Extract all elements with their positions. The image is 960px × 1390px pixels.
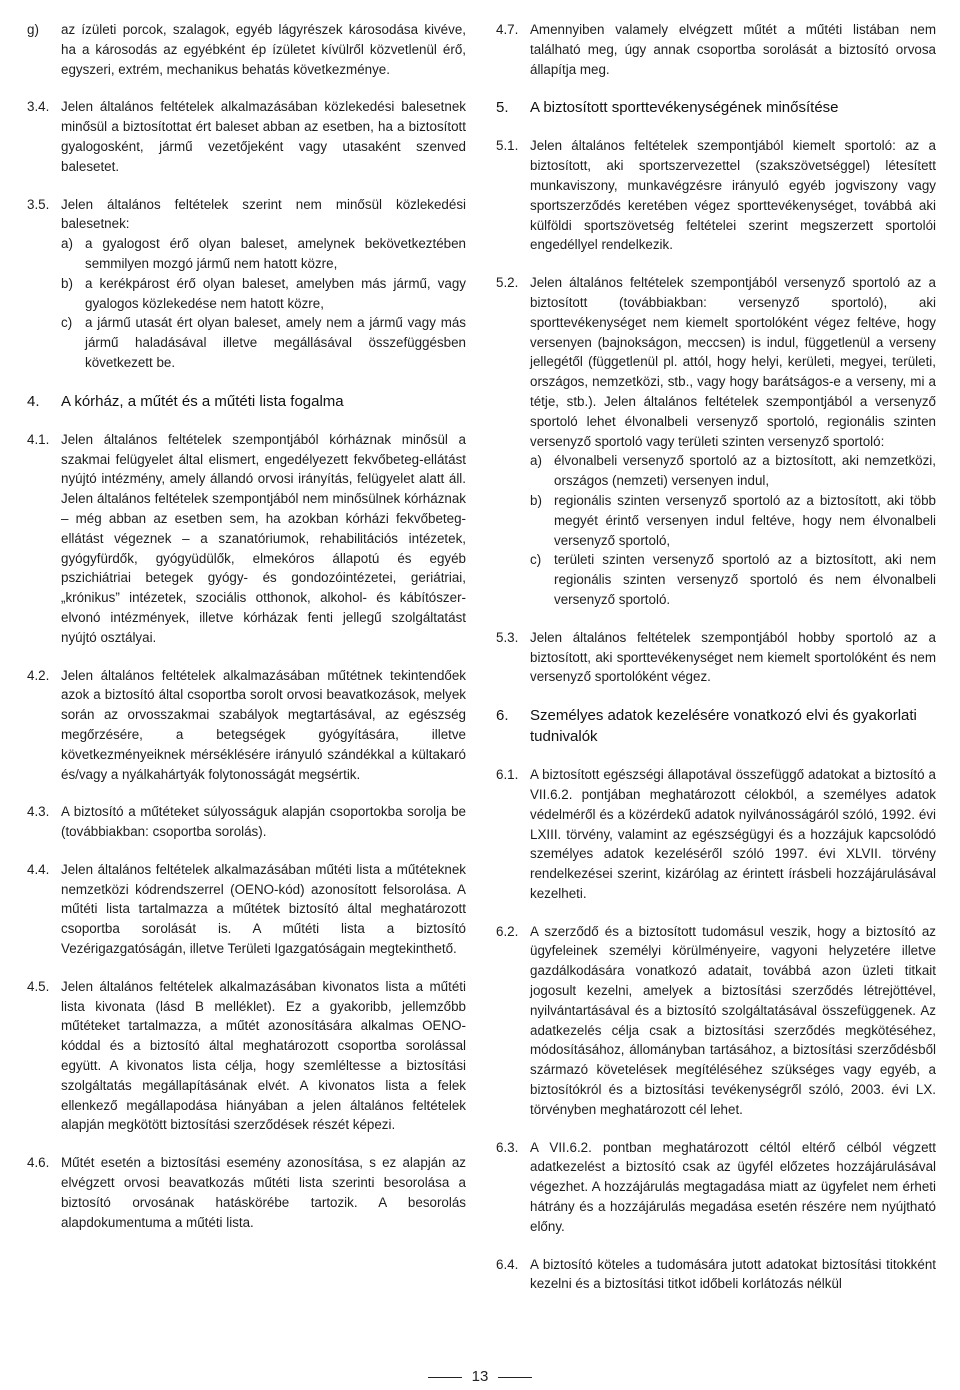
list-item-c [61, 313, 466, 372]
section-text: Jelen általános feltételek alkalmazásában műtétnek tekintendőek azok a biztosító által csoportba sorolt orvosi beavatkozások, melyek során az orvosszakmai szabályok megtartásával, az egészség megőrzésére, a betegségek gyógyítására, illetve következményeiknek mérséklésére irányuló szándékkal a kültakaró és/vagy a nyálkahártyák folytonosságát megsértik. [61, 667, 466, 782]
section-text: Jelen általános feltételek szempontjából kórháznak minősül a szakmai felügyelet által elismert, engedélyezett fekvőbeteg-ellátást nyújtó intézmény, amely állandó orvosi irányítás, felügyelet alatt áll. Jelen általános feltételek szempontjából nem minősülnek kórháznak – még abban az esetben sem, ha azokban kórházi fekvőbeteg-ellátást végeznek – a szanatóriumok, rehabilitációs intézetek, gyógyfürdők, gyógyüdülők, elmekóros állapotú és egyéb pszichiátriai betegek gyógy- és gondozóintézetei, geriátriai, „krónikus” intézetek, szociális otthonok, alkohol- és kábítószer-elvonó intézmények, illetve kórházak fenti jellegű szolgáltatást nyújtó osztályai. [61, 431, 466, 645]
section-number: 3.4. [27, 99, 50, 115]
right-column [496, 20, 936, 1312]
item-text: az ízületi porcok, szalagok, egyéb lágyrészek károsodása kivéve, ha a károsodás az egyébként ép ízületet kívülről közvetlenül érő, egyszeri, extrém, mechanikus behatás következménye. [61, 22, 466, 77]
list-item-c [530, 550, 936, 609]
section-number: 4.2. [27, 667, 50, 683]
item-label: b) [530, 492, 542, 508]
item-text: regionális szinten versenyző sportoló az a biztosított, aki több megyét érintő versenyen indul feltéve, hogy nem élvonalbeli versenyző sportoló, [554, 492, 936, 548]
footer-dash-right [498, 1377, 532, 1378]
section-4-5 [27, 977, 466, 1135]
section-3-4 [27, 97, 466, 176]
heading-section-6 [496, 705, 936, 747]
section-5-2 [496, 273, 936, 610]
section-6-1 [496, 765, 936, 904]
section-6-2 [496, 922, 936, 1120]
section-text: Jelen általános feltételek szempontjából kiemelt sportoló: az a biztosított, aki sportszervezettel (szakszövetséggel) létesített munkaviszony, munkavégzésre irányuló egyéb jogviszony vagy sportszerződés keretében végez sporttevékenységet, továbbá aki külföldi sportszövetség feltételei szerint megszerzett sportolói engedéllyel rendelkezik. [530, 138, 936, 253]
list-item-a [61, 234, 466, 274]
section-text: Jelen általános feltételek alkalmazásában műtéti lista a műtéteknek nemzetközi kódrendszerrel (OENO-kód) azonosított felsorolása. A műtéti lista tartalmazza a műtétek biztosító által meghatározott csoportba sorolását is. A műtéti lista a biztosító Vezérigazgatóságán, illetve Területi Igazgatóságain megtekinthető. [61, 861, 466, 957]
heading-text: A kórház, a műtét és a műtéti lista fogalma [61, 392, 344, 410]
section-text: A biztosított egészségi állapotával összefüggő adatokat a biztosító a VII.6.2. pontjában meghatározott célokból, a személyes adatok védelméről és a közérdekű adatok nyilvánosságáról szóló, 1992. évi LXIII. törvény, valamint az egészségügyi és a hozzájuk kapcsolódó személyes adatok kezeléséről szóló 1997. évi XLVII. törvény rendelkezései szerint, kizárólag az érintett írásbeli hozzájárulásával kezelheti. [530, 767, 936, 901]
section-3-5 [27, 195, 466, 373]
left-column [27, 20, 466, 1250]
item-text: területi szinten versenyző sportoló az a biztosított, aki nem regionális szinten versenyző sportoló és nem élvonalbeli versenyző sportoló. [554, 552, 936, 607]
section-text: A VII.6.2. pontban meghatározott céltól eltérő célból végzett adatkezelést a biztosító csak az ügyfél előzetes hozzájárulásával végezhet. A hozzájárulás megtagadása miatt az ügyfelet nem érheti hátrány és a hozzájárulás megadása esetén részére nem nyújtható előny. [530, 1139, 936, 1234]
section-number: 4.1. [27, 431, 50, 447]
section-4-6 [27, 1153, 466, 1232]
heading-section-4 [27, 391, 466, 412]
heading-text: A biztosított sporttevékenységének minősítése [530, 99, 839, 117]
section-number: 5.2. [496, 275, 519, 291]
section-text: A szerződő és a biztosított tudomásul veszik, hogy a biztosító az ügyfeleinek személyi körülményeire, vagyoni helyzetére illetve gazdálkodására vonatkozó adatait, továbbá azon üzleti titkait jogosult kezelni, amelyek a biztosítási szerződés létrejöttével, nyilvántartásával és a biztosító szolgáltatásával összefüggenek. Az adatkezelés célja csak a biztosítási szerződés megkötéséhez, módosításához, állományban tartásához, a biztosítási szerződésből származó követelések megítéléséhez szükséges vagy egyéb, a biztosítókról és a biztosítási tevékenységről szóló, 2003. évi LX. törvényben meghatározott cél lehet. [530, 923, 936, 1117]
section-body [61, 195, 466, 373]
section-4-4 [27, 860, 466, 959]
item-label: c) [530, 552, 542, 568]
section-number: 4.5. [27, 978, 50, 994]
page-footer [0, 1368, 960, 1385]
section-number: 5.1. [496, 138, 519, 154]
page-number: 13 [471, 1368, 489, 1385]
section-number: 5.3. [496, 629, 519, 645]
item-text: élvonalbeli versenyző sportoló az a biztosított, aki nemzetközi, országos (nemzeti) versenyen indul, [554, 453, 936, 489]
list-item-b [530, 491, 936, 550]
section-text: A biztosító köteles a tudomására jutott adatokat biztosítási titokként kezelni és a biztosítási titkot időbeli korlátozás nélkül [530, 1256, 936, 1292]
section-text: A biztosító a műtéteket súlyosságuk alapján csoportokba sorolja be (továbbiakban: csoportba sorolás). [61, 804, 466, 840]
section-text: Műtét esetén a biztosítási esemény azonosítása, s ez alapján az elvégzett orvosi beavatkozás műtéti lista szerinti besorolása a biztosító orvosának hatáskörébe tartozik. A besorolás alapdokumentuma a műtéti lista. [61, 1155, 466, 1230]
section-5-1 [496, 136, 936, 255]
section-number: 6.3. [496, 1139, 519, 1155]
heading-number: 6. [496, 707, 509, 725]
heading-section-5 [496, 97, 936, 118]
item-text: a kerékpárost érő olyan baleset, amelyben más jármű, vagy gyalogos közlekedése nem hatott közre, [85, 275, 466, 311]
item-label: a) [61, 236, 73, 252]
section-5-3 [496, 628, 936, 687]
heading-text: Személyes adatok kezelésére vonatkozó elvi és gyakorlati tudnivalók [530, 707, 917, 746]
section-body [530, 273, 936, 610]
section-6-3 [496, 1138, 936, 1237]
item-label: c) [61, 315, 73, 331]
list-item-g [27, 20, 466, 79]
section-number: 4.6. [27, 1155, 50, 1171]
section-number: 4.4. [27, 861, 50, 877]
list-item-b [61, 274, 466, 314]
section-text: Jelen általános feltételek alkalmazásában kivonatos lista a műtéti lista kivonata (lásd B melléklet). Ez a gyakoribb, jellemzőbb műtéteket tartalmazza, a műtét azonosítására alkalmas OENO-kóddal és a biztosító által meghatározott csoportba sorolással együtt. A kivonatos lista célja, hogy szemléltesse a biztosítási szolgáltatás megállapításának elvét. A kivonatos lista a felek ellenkező megállapodása hiányában a jelen általános feltételek alapján megkötött biztosítási szerződések részét képezi. [61, 978, 466, 1133]
section-number: 4.3. [27, 804, 50, 820]
item-label: a) [530, 453, 542, 469]
heading-number: 4. [27, 392, 40, 410]
section-4-3 [27, 802, 466, 842]
section-text: Jelen általános feltételek szempontjából hobby sportoló az a biztosított, aki sporttevékenységet nem kiemelt sportolóként és nem versenyző sportolóként végez. [530, 629, 936, 685]
section-number: 6.2. [496, 923, 519, 939]
item-text: a jármű utasát ért olyan baleset, amely nem a jármű vagy más jármű haladásával illetve megállásával összefüggésben következett be. [85, 315, 466, 370]
section-number: 4.7. [496, 22, 519, 37]
item-label: g) [27, 22, 39, 37]
section-text: Jelen általános feltételek alkalmazásában közlekedési balesetnek minősül a biztosítottat ért baleset abban az esetben, ha a biztosított gyalogosként, jármű vezetőjeként vagy utasaként szenved balesetet. [61, 99, 466, 174]
footer-dash-left [428, 1377, 462, 1378]
section-intro: Jelen általános feltételek szerint nem minősül közlekedési balesetnek: [61, 196, 466, 232]
section-number: 6.4. [496, 1256, 519, 1272]
item-text: a gyalogost érő olyan baleset, amelynek bekövetkeztében semmilyen mozgó jármű nem hatott közre, [85, 236, 466, 271]
section-4-1 [27, 430, 466, 648]
list-item-a [530, 451, 936, 491]
section-number: 3.5. [27, 196, 50, 212]
section-number: 6.1. [496, 767, 519, 783]
item-label: b) [61, 275, 73, 291]
section-text: Amennyiben valamely elvégzett műtét a műtéti listában nem található meg, úgy annak csoportba sorolását a biztosító orvosa állapítja meg. [530, 22, 936, 77]
section-intro: Jelen általános feltételek szempontjából versenyző sportoló az a biztosított (továbbiakban: versenyző sportoló), aki sporttevékenységet nem kiemelt sportolóként végez feltéve, hogy versenyen (bajnokságon, meccsen) is indul, függetlenül a verseny jellegétől (függetlenül pl. attól, hogy helyi, kerületi, megyei, területi, országos, nemzetközi, stb., vagy hogy barátságos-e a verseny, mi a tétje, stb.). Jelen általános feltételek szempontjából a versenyző sportoló lehet élvonalbeli versenyző sportoló, regionális szinten versenyző sportoló vagy területi szinten versenyző sportoló: [530, 275, 936, 449]
section-4-7 [496, 20, 936, 79]
heading-number: 5. [496, 99, 509, 117]
section-6-4 [496, 1255, 936, 1295]
section-4-2 [27, 666, 466, 785]
